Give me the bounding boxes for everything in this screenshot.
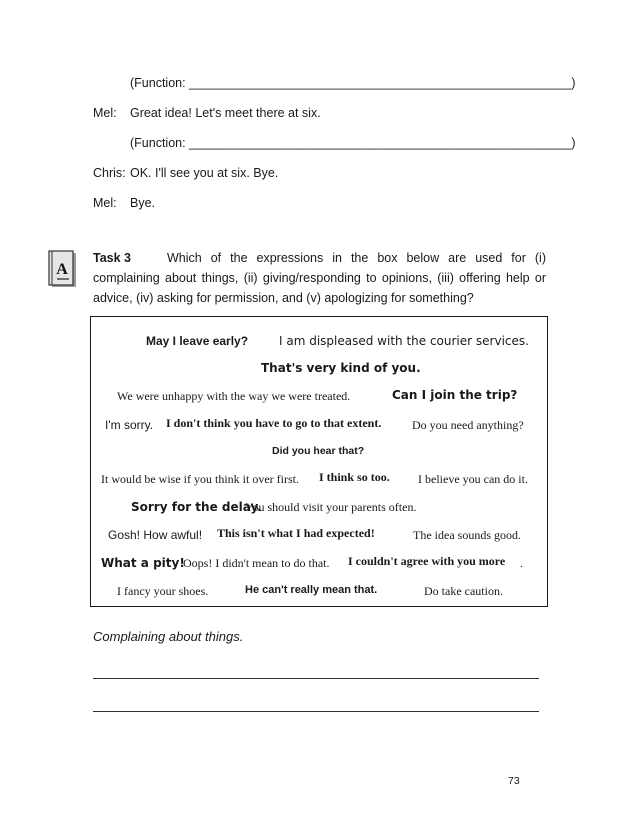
expression: That's very kind of you. xyxy=(261,361,421,375)
page-number: 73 xyxy=(508,775,520,787)
expression: I am displeased with the courier services. xyxy=(279,334,529,348)
task-instructions xyxy=(93,248,546,308)
expression: I don't think you have to go to that extent. xyxy=(166,416,382,430)
speaker-mel-2: Mel: xyxy=(93,196,117,210)
expression: Did you hear that? xyxy=(272,445,365,457)
answer-blank-line-2[interactable] xyxy=(93,711,539,712)
speaker-chris: Chris: xyxy=(93,166,126,180)
expression: Do take caution. xyxy=(424,584,503,598)
expression: I fancy your shoes. xyxy=(117,584,209,598)
expression: Can I join the trip? xyxy=(392,388,518,402)
dialogue-line-mel-2: Bye. xyxy=(130,196,156,210)
section-heading-complaining: Complaining about things. xyxy=(93,629,244,644)
task-book-icon xyxy=(46,250,78,290)
function-blank-line-2: (Function: _______________________________________________________) xyxy=(130,136,576,150)
dialogue-line-chris: OK. I'll see you at six. Bye. xyxy=(130,166,279,180)
expression: Gosh! How awful! xyxy=(108,528,203,542)
expression-period: . xyxy=(520,556,523,570)
expression: This isn't what I had expected! xyxy=(217,526,375,540)
task-label: Task 3 xyxy=(93,251,131,265)
expression: I couldn't agree with you more xyxy=(348,554,506,568)
expressions-box xyxy=(90,316,548,607)
expression: I think so too. xyxy=(319,470,390,484)
task-prompt-line-2: complaining about things, (ii) giving/responding to opinions, (iii) offering help or xyxy=(93,271,546,285)
task-prompt-line-1: Which of the expressions in the box below are used for (i) xyxy=(167,251,546,265)
expression: What a pity! xyxy=(101,556,185,570)
svg-text:A: A xyxy=(56,261,68,278)
expression: Do you need anything? xyxy=(412,418,524,432)
expression: It would be wise if you think it over first. xyxy=(101,472,299,486)
expression: He can't really mean that. xyxy=(245,584,378,596)
expression: Oops! I didn't mean to do that. xyxy=(183,556,330,570)
expression: Sorry for the delay. xyxy=(131,500,262,514)
dialogue-line-mel: Great idea! Let's meet there at six. xyxy=(130,106,321,120)
expression: I believe you can do it. xyxy=(418,472,528,486)
function-blank-line-1: (Function: _______________________________________________________) xyxy=(130,76,576,90)
expression: The idea sounds good. xyxy=(413,528,521,542)
speaker-mel: Mel: xyxy=(93,106,117,120)
expression: I'm sorry. xyxy=(105,418,154,432)
expression: You should visit your parents often. xyxy=(245,500,417,514)
expression: We were unhappy with the way we were treated. xyxy=(117,389,351,403)
task-prompt-line-3: advice, (iv) asking for permission, and (v) apologizing for something? xyxy=(93,291,474,305)
answer-blank-line-1[interactable] xyxy=(93,678,539,679)
expression: May I leave early? xyxy=(146,334,249,348)
